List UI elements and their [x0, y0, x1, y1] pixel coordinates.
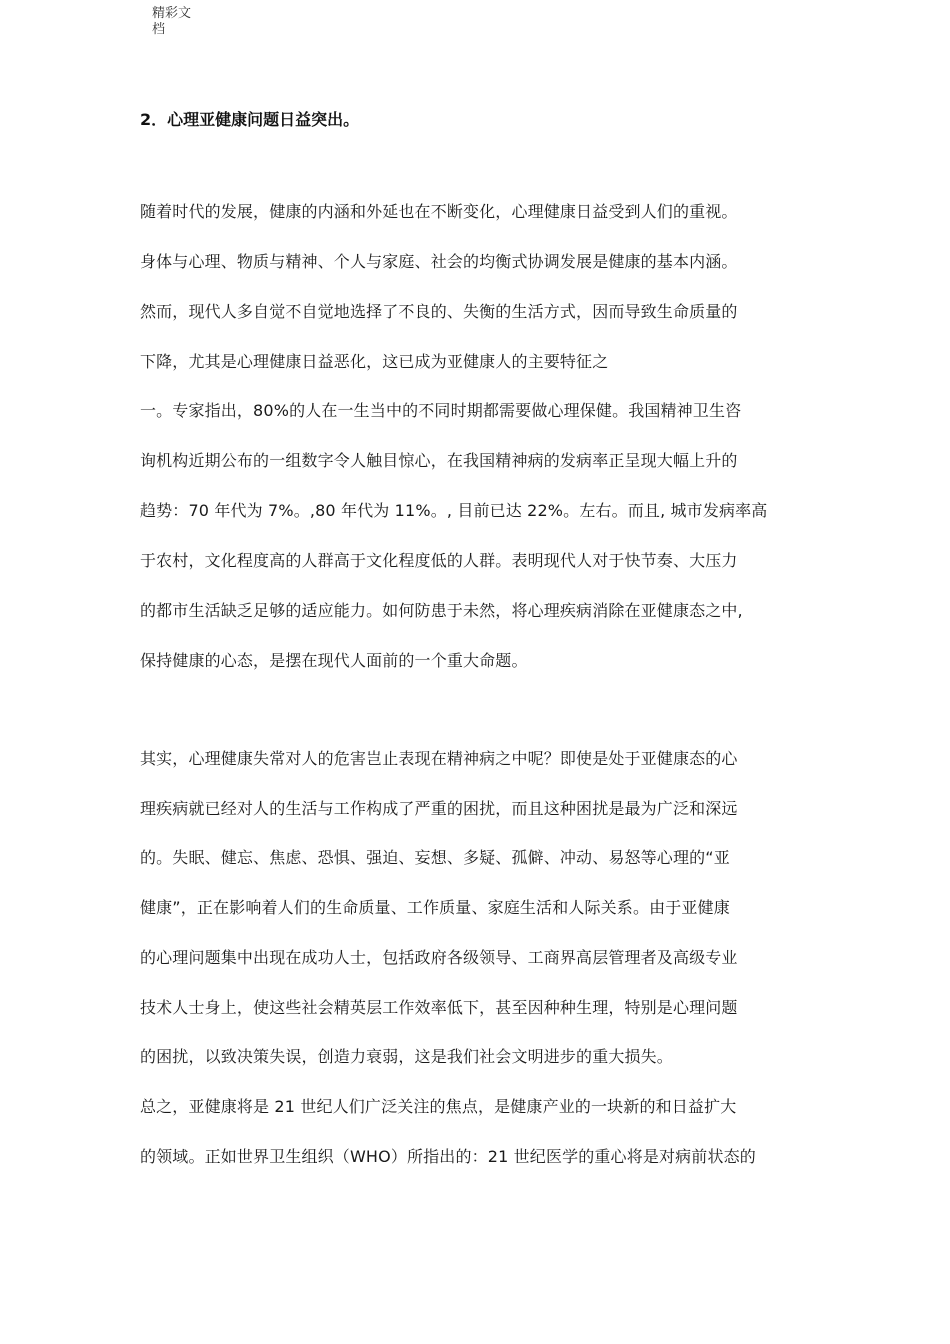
paragraph-line: 随着时代的发展，健康的内涵和外延也在不断变化，心理健康日益受到人们的重视。 [140, 202, 738, 221]
paragraph-line: 一。专家指出，80%的人在一生当中的不同时期都需要做心理保健。我国精神卫生咨 [140, 401, 742, 420]
paragraph-line: 的心理问题集中出现在成功人士，包括政府各级领导、工商界高层管理者及高级专业 [140, 948, 738, 967]
header-watermark [152, 6, 191, 38]
paragraph-line: 的困扰，以致决策失误，创造力衰弱，这是我们社会文明进步的重大损失。 [140, 1047, 673, 1066]
paragraph-line: 其实，心理健康失常对人的危害岂止表现在精神病之中呢？即使是处于亚健康态的心 [140, 749, 738, 768]
paragraph-line: 技术人士身上，使这些社会精英层工作效率低下，甚至因种种生理，特别是心理问题 [140, 998, 738, 1017]
paragraph-line: 的都市生活缺乏足够的适应能力。如何防患于未然，将心理疾病消除在亚健康态之中, [140, 601, 743, 620]
paragraph-line: 身体与心理、物质与精神、个人与家庭、社会的均衡式协调发展是健康的基本内涵。 [140, 252, 738, 271]
header-mark-line-1: 精彩文 [152, 6, 192, 21]
paragraph-line: 健康”，正在影响着人们的生命质量、工作质量、家庭生活和人际关系。由于亚健康 [140, 898, 730, 917]
paragraph-line: 的。失眠、健忘、焦虑、恐惧、强迫、妄想、多疑、孤僻、冲动、易怒等心理的“亚 [140, 848, 730, 867]
section-heading: 2．心理亚健康问题日益突出。 [140, 110, 360, 129]
paragraph-line: 下降，尤其是心理健康日益恶化，这已成为亚健康人的主要特征之 [140, 352, 609, 371]
paragraph-line: 理疾病就已经对人的生活与工作构成了严重的困扰，而且这种困扰是最为广泛和深远 [140, 799, 738, 818]
paragraph-line: 的领域。正如世界卫生组织（WHO）所指出的：21 世纪医学的重心将是对病前状态的 [140, 1147, 756, 1166]
paragraph-line: 趋势：70 年代为 7%。,80 年代为 11%。, 目前已达 22%。左右。而且, 城市发病率高 [140, 501, 768, 520]
paragraph-line: 询机构近期公布的一组数字令人触目惊心，在我国精神病的发病率正呈现大幅上升的 [140, 451, 738, 470]
paragraph-line: 总之，亚健康将是 21 世纪人们广泛关注的焦点，是健康产业的一块新的和日益扩大 [140, 1097, 737, 1116]
paragraph-line: 然而，现代人多自觉不自觉地选择了不良的、失衡的生活方式，因而导致生命质量的 [140, 302, 738, 321]
paragraph-line: 于农村，文化程度高的人群高于文化程度低的人群。表明现代人对于快节奏、大压力 [140, 551, 738, 570]
header-mark-line-2: 档 [152, 22, 166, 37]
paragraph-line: 保持健康的心态，是摆在现代人面前的一个重大命题。 [140, 651, 528, 670]
